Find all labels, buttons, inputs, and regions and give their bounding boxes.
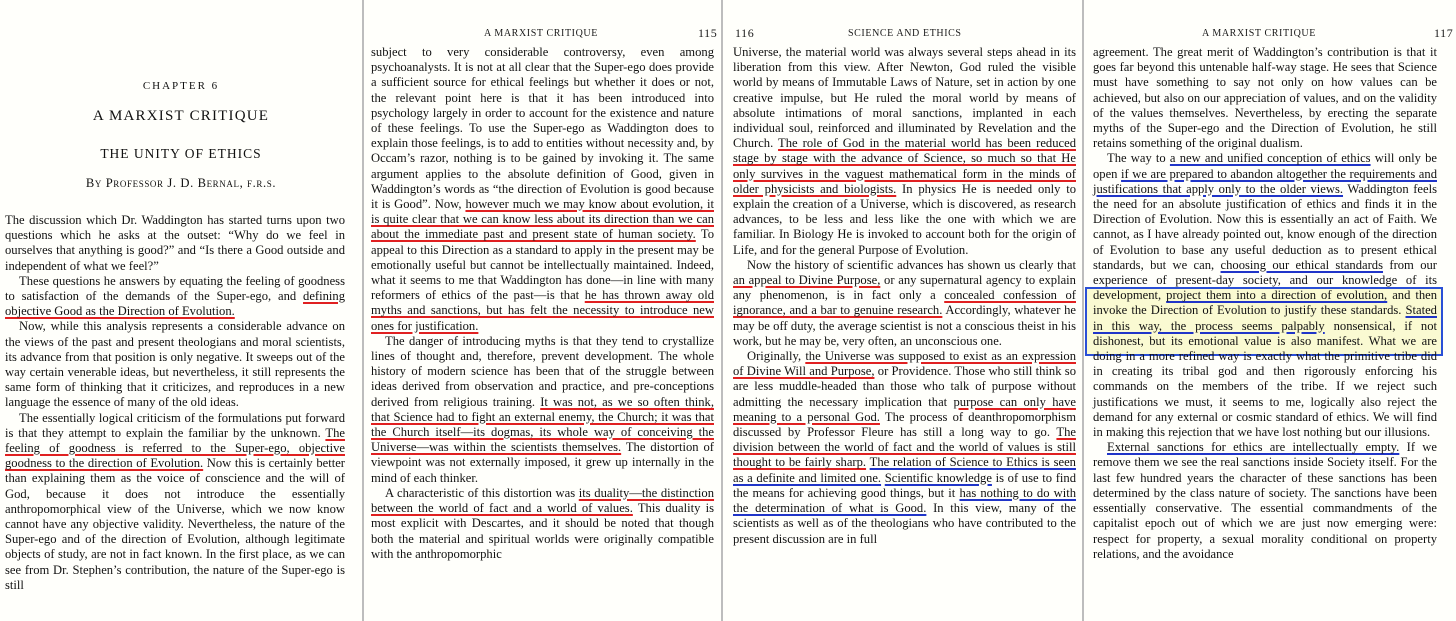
blue-underlined-text: a new and unified conception of ethics <box>1169 151 1371 166</box>
text-run: will only be open <box>1093 151 1438 181</box>
text-run: Now the history of scientific advances has shown us clearly that <box>747 257 1076 272</box>
chapter-label: CHAPTER 6 <box>142 80 220 92</box>
blue-underlined-text: if we are prepared to abandon altogether the requirements and justifications that apply only to the older views. <box>1093 166 1437 196</box>
chapter-subtitle: THE UNITY OF ETHICS <box>100 146 262 161</box>
text-run: nonsensical, if not dishonest, but its emotional value is also manifest. What we are doing in a more refined way is exactly what the primitive tribe did in creating its tribal god and then rigorously enforcing his commands on the members of the tribe. If we reject such justifications we must, it seems to me, logically also reject the demand for any external or cosmic standard of ethics. We will find in making this rejection that we have lost nothing but our illusions. <box>1093 318 1437 440</box>
blue-underlined-text: project them into a direction of evolution, <box>1166 288 1388 303</box>
red-underlined-text: The role of God in the material world has been reduced stage by stage with the advance of Science, so much so that He only survives in the vaguest mathematical form in the minds of older physicists and biologists. <box>733 136 1076 196</box>
text-run: The process of deanthropomorphism discussed by Professor Fleure has still a long way to go. <box>733 409 1076 440</box>
blue-underlined-text: The relation of Science to Ethics is seen as a definite and limited one. <box>733 455 1076 485</box>
book-page-3 <box>723 0 1082 621</box>
page-number: 115 <box>698 26 718 40</box>
red-underlined-text: The feeling of goodness is referred to the Super-ego, objective goodness to the direction of Evolution. <box>5 425 345 471</box>
page-number: 117 <box>1434 26 1454 40</box>
text-run: The distortion of viewpoint was not externally imposed, it grew up internally in the mind of each thinker. <box>371 440 714 485</box>
red-underlined-text: defining objective Good as the Direction of Evolution. <box>5 289 345 319</box>
text-run: Accordingly, whatever he may be off duty, the average scientist is not a conscious theist in his work, but he may be, very often, an unconscious one. <box>733 303 1076 348</box>
page-4-body <box>1093 45 1437 562</box>
paragraph <box>5 213 345 274</box>
paragraph <box>733 349 1076 547</box>
running-header <box>364 28 721 40</box>
text-run: Now, while this analysis represents a considerable advance on the views of the past and present theologians and moral scientists, its advance from that position is only negative. It sweeps out of the way certain venerable ideas, but nevertheless, it still represents the same form of thinking that it criticizes, and reproduces in a new language the essence of many of the old ideas. <box>5 319 345 410</box>
paragraph <box>5 319 345 410</box>
blue-underlined-text: choosing our ethical standards <box>1220 257 1384 272</box>
blue-underlined-text: has nothing to do with the determination of what is Good. <box>733 485 1077 516</box>
page-1-body <box>5 213 345 593</box>
running-header <box>723 28 1082 40</box>
text-run: Originally, <box>747 349 802 364</box>
text-run: Universe, the material world was always several steps ahead in its liberation from this view. After Newton, God ruled the visible world by means of Immutable Laws of Nature, set in action by one creative impulse, but He ruled the moral world by means of absolute intimations of moral sanctions, implanted in each individual soul, reinforced and illuminated by Revelation and the Church. <box>733 45 1076 151</box>
running-head: SCIENCE AND ETHICS <box>848 28 962 39</box>
paragraph <box>5 411 345 593</box>
blue-underlined-text: Stated in this way, the process seems palpably <box>1093 303 1437 333</box>
book-page-4 <box>1084 0 1456 621</box>
red-underlined-text: It was not, as we so often think, that Science had to fight an external enemy, the Church; it was that the Church itself—its dogmas, its whole way of conceiving the Universe—was within the scientists themselves. <box>371 394 714 455</box>
paragraph <box>733 45 1076 258</box>
text-run: or Providence. Those who still think so are less muddle-headed than those who talk of purpose without admitting the necessary implication that <box>733 364 1076 409</box>
red-underlined-text: he has thrown away old myths and sanctions, but has felt the necessity to introduce new ones for justification. <box>371 288 714 333</box>
text-run: subject to very considerable controversy, even among psychoanalysts. It is not at all clear that the Super-ego does provide a sufficient source for ethical feelings but whether it does or not, the relevant point here is that it has been introduced into psychology largely in order to account for the existence and nature of these feelings. To use the Super-ego as Waddington does to explain those feelings, is to add to entities without necessity and, by Occam’s razor, nothing is to be gained by invoking it. The same argument applies to the absolute definition of Good, given in Waddington’s words as “the direction of Evolution is good because it is Good”. Now, <box>371 45 714 212</box>
text-run: agreement. The great merit of Waddington’s contribution is that it goes far beyond this untenable half-way stage. He sees that Science must have something to say not only on how values can be achieved, but also on our appreciation of values, and on the validity of the values themselves. Nevertheless, by erecting the separate myths of the Super-ego and the Direction of Evolution, he still retains something of the original dualism. <box>1093 45 1437 151</box>
text-run: The danger of introducing myths is that they tend to crystallize lines of thought and, therefore, prevent development. The whole history of modern science has been that of the struggle between ideas derived from observation and practice, and pre-conceptions derived from religious training. <box>371 333 714 409</box>
page-2-body <box>371 45 714 562</box>
text-run: The discussion which Dr. Waddington has started turns upon two questions which he asks at the outset: “Why do we feel in ourselves that anything is good?” and “Is there a Good outside and independent of what we feel?” <box>5 213 345 273</box>
red-underlined-text: concealed confession of ignorance, and a bar to genuine research. <box>733 288 1076 318</box>
text-run: In physics He is needed only to explain the creation of a Universe, which is discovered, as research advances, to be less and less like the one with which we are familiar. In Biology He is invoked to account both for the origin of Life, and for the general Purpose of Evolution. <box>733 181 1076 257</box>
book-page-1 <box>0 0 362 621</box>
text-run: Now this is certainly better than explaining them as the voice of conscience and the will of God, because it does not introduce the essentially anthropomorphical view of the Universe, which we now know cannot have any objective validity. Nevertheless, the nature of the Super-ego and of the direction of Evolution, although legitimate objects of study, are not in fact known. In the first place, as we can see from Dr. Stephen’s contribution, the nature of the Super-ego is still <box>5 456 345 592</box>
red-underlined-text: its duality—the distinction between the world of fact and a world of values. <box>371 485 715 516</box>
chapter-author: By Professor J. D. Bernal, f.r.s. <box>85 176 277 190</box>
red-underlined-text: The division between the world of fact and the world of values is still thought to be fairly sharp. <box>733 425 1077 470</box>
text-run: To appeal to this Direction as a standard to apply in the present may be emotionally useful but cannot be intellectually maintained. Indeed, what it seems to me that Waddington has done—in line with many reformers of ethics of the past—is that <box>371 227 714 303</box>
paragraph <box>371 45 714 334</box>
paragraph <box>1093 45 1437 151</box>
text-run: These questions he answers by equating the feeling of goodness to satisfaction of the demands of the Super-ego, and <box>5 273 345 304</box>
text-run: is of use to find the means for achieving good things, but it <box>733 470 1077 500</box>
text-run: In this view, many of the scientists as well as of the theologians who have contributed to the present discussion are in full <box>733 501 1076 546</box>
chapter-title: A MARXIST CRITIQUE <box>92 108 270 124</box>
red-underlined-text: an appeal to Divine Purpose, <box>733 273 881 288</box>
red-underlined-text: the Universe was supposed to exist as an expression of Divine Will and Purpose, <box>733 349 1076 379</box>
blue-underlined-text: External sanctions for ethics are intellectually empty. <box>1107 440 1400 455</box>
text-run: A characteristic of this distortion was <box>385 485 576 500</box>
blue-underlined-text: Scientific knowledge <box>884 470 992 485</box>
text-run: The essentially logical criticism of the formulations put forward is that they attempt to explain the familiar by the unknown. <box>5 410 345 440</box>
running-head: A MARXIST CRITIQUE <box>484 28 598 39</box>
paragraph <box>5 274 345 320</box>
text-run: from our experience of present-day society, and our knowledge of its development, <box>1093 257 1437 303</box>
paragraph <box>371 334 714 486</box>
paragraph <box>733 258 1076 349</box>
paragraph <box>371 486 714 562</box>
running-head: A MARXIST CRITIQUE <box>1202 28 1316 39</box>
paragraph <box>1093 440 1437 562</box>
page-number: 116 <box>735 26 755 40</box>
text-run: This duality is most explicit with Descartes, and it should be noted that though both the material and spiritual worlds were originally compatible with the anthropomorphic <box>371 501 715 561</box>
text-run: or any supernatural agency to explain any phenomenon, is in fact only a <box>733 273 1076 303</box>
running-header <box>1084 28 1456 40</box>
page-3-body <box>733 45 1076 547</box>
text-run: If we remove them we see the real sanctions inside Society itself. For the last few hundred years the character of these sanctions has been determined by the class nature of society. The sanctions have been essentially conservative. The essential commandments of the capitalist epoch out of which we are just now emerging were: respect for property, a sexual morality conditional on property relations, and the avoidance <box>1093 440 1437 561</box>
red-underlined-text: purpose can only have meaning to a personal God. <box>733 394 1076 424</box>
text-run: Waddington feels the need for an absolute justification of ethics and finds it in the Direction of Evolution. Now this is essentially an act of Faith. We cannot, as I have already pointed out, know enough of the direction of Evolution to base any useful deduction as to present ethical standards, but we can, <box>1093 181 1437 272</box>
paragraph <box>1093 151 1437 440</box>
red-underlined-text: however much we may know about evolution, it is quite clear that we can know less about its direction than we can about the immediate past and present state of human society. <box>371 197 714 242</box>
text-run: The way to <box>1107 151 1166 166</box>
book-page-2 <box>364 0 721 621</box>
text-run: and then invoke the Direction of Evolution to justify these standards. <box>1093 288 1438 318</box>
